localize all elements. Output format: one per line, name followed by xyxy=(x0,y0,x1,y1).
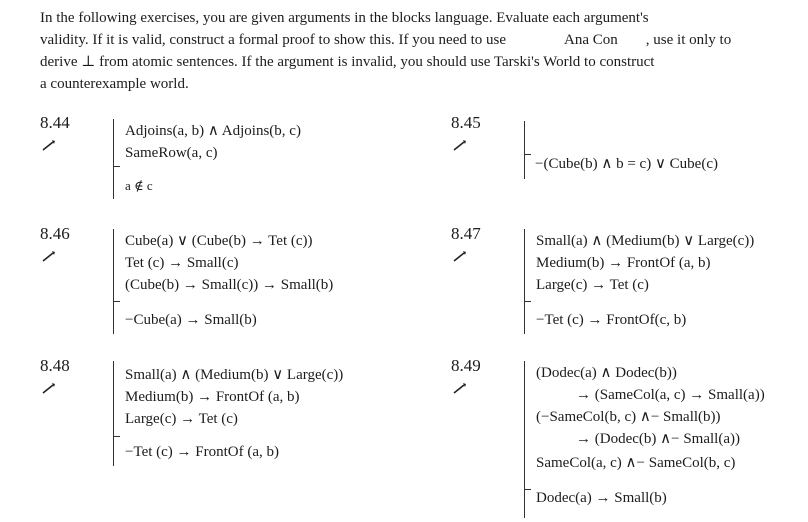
exercise-number: 8.47 xyxy=(451,224,481,243)
pencil-icon[interactable] xyxy=(42,250,56,262)
conclusion: a ∉ c xyxy=(125,178,153,193)
pencil-icon[interactable] xyxy=(453,139,467,151)
exercise-number: 8.48 xyxy=(40,356,70,375)
instructions xyxy=(40,7,808,95)
premise-continuation: → (Dodec(b) ∧− Small(a)) xyxy=(576,431,740,447)
fitch-bar xyxy=(113,166,120,167)
fitch-proof xyxy=(113,229,383,334)
premise: (Dodec(a) ∧ Dodec(b)) xyxy=(536,365,677,381)
premise: Medium(b) → FrontOf (a, b) xyxy=(125,389,300,405)
exercise-number: 8.49 xyxy=(451,356,481,375)
conclusion: −Tet (c) → FrontOf(c, b) xyxy=(536,312,687,328)
fitch-proof xyxy=(113,361,393,466)
premise: SameRow(a, c) xyxy=(125,145,218,161)
fitch-bar xyxy=(524,301,531,302)
instructions-line-2 xyxy=(40,29,808,51)
fitch-proof xyxy=(524,229,804,334)
premise: Large(c) → Tet (c) xyxy=(125,411,238,427)
instructions-line-3: derive ⊥ from atomic sentences. If the argument is invalid, you should use Tarski's World to construct xyxy=(40,54,655,70)
premise: Cube(a) ∨ (Cube(b) → Tet (c)) xyxy=(125,233,313,249)
premise: Small(a) ∧ (Medium(b) ∨ Large(c)) xyxy=(536,233,755,249)
conclusion: −Tet (c) → FrontOf (a, b) xyxy=(125,444,280,460)
ana-con-rule: Ana Con xyxy=(564,32,618,48)
proof-bar xyxy=(113,119,114,199)
fitch-bar xyxy=(524,489,531,490)
fitch-proof xyxy=(113,119,373,199)
premise: Large(c) → Tet (c) xyxy=(536,277,649,293)
exercise-number: 8.44 xyxy=(40,113,70,132)
instructions-line-1: In the following exercises, you are given arguments in the blocks language. Evaluate each argument's xyxy=(40,10,649,26)
pencil-icon[interactable] xyxy=(42,139,56,151)
instructions-line-2c: , use it only to xyxy=(645,32,732,48)
premise: Medium(b) → FrontOf (a, b) xyxy=(536,255,711,271)
instructions-line-2a: validity. If it is valid, construct a formal proof to show this. If you need to use xyxy=(40,32,507,48)
premise: (−SameCol(b, c) ∧− Small(b)) xyxy=(536,409,721,425)
exercise-number: 8.46 xyxy=(40,224,70,243)
pencil-icon[interactable] xyxy=(453,382,467,394)
premise: Tet (c) → Small(c) xyxy=(125,255,239,271)
conclusion: −(Cube(b) ∧ b = c) ∨ Cube(c) xyxy=(535,156,718,172)
fitch-bar xyxy=(113,436,120,437)
premise: Small(a) ∧ (Medium(b) ∨ Large(c)) xyxy=(125,367,344,383)
proof-bar xyxy=(524,229,525,334)
fitch-bar xyxy=(113,301,120,302)
pencil-icon[interactable] xyxy=(42,382,56,394)
proof-bar xyxy=(113,361,114,466)
proof-bar xyxy=(524,121,525,179)
exercise-number: 8.45 xyxy=(451,113,481,132)
proof-bar xyxy=(113,229,114,334)
premise-continuation: → (SameCol(a, c) → Small(a)) xyxy=(576,387,765,403)
fitch-proof xyxy=(524,121,794,179)
instructions-line-4: a counterexample world. xyxy=(40,76,189,92)
pencil-icon[interactable] xyxy=(453,250,467,262)
premise: SameCol(a, c) ∧− SameCol(b, c) xyxy=(536,455,736,471)
conclusion: −Cube(a) → Small(b) xyxy=(125,312,257,328)
fitch-proof xyxy=(524,361,808,518)
fitch-bar xyxy=(524,154,531,155)
proof-bar xyxy=(524,361,525,518)
conclusion: Dodec(a) → Small(b) xyxy=(536,490,667,506)
premise: (Cube(b) → Small(c)) → Small(b) xyxy=(125,277,334,293)
premise: Adjoins(a, b) ∧ Adjoins(b, c) xyxy=(125,123,301,139)
